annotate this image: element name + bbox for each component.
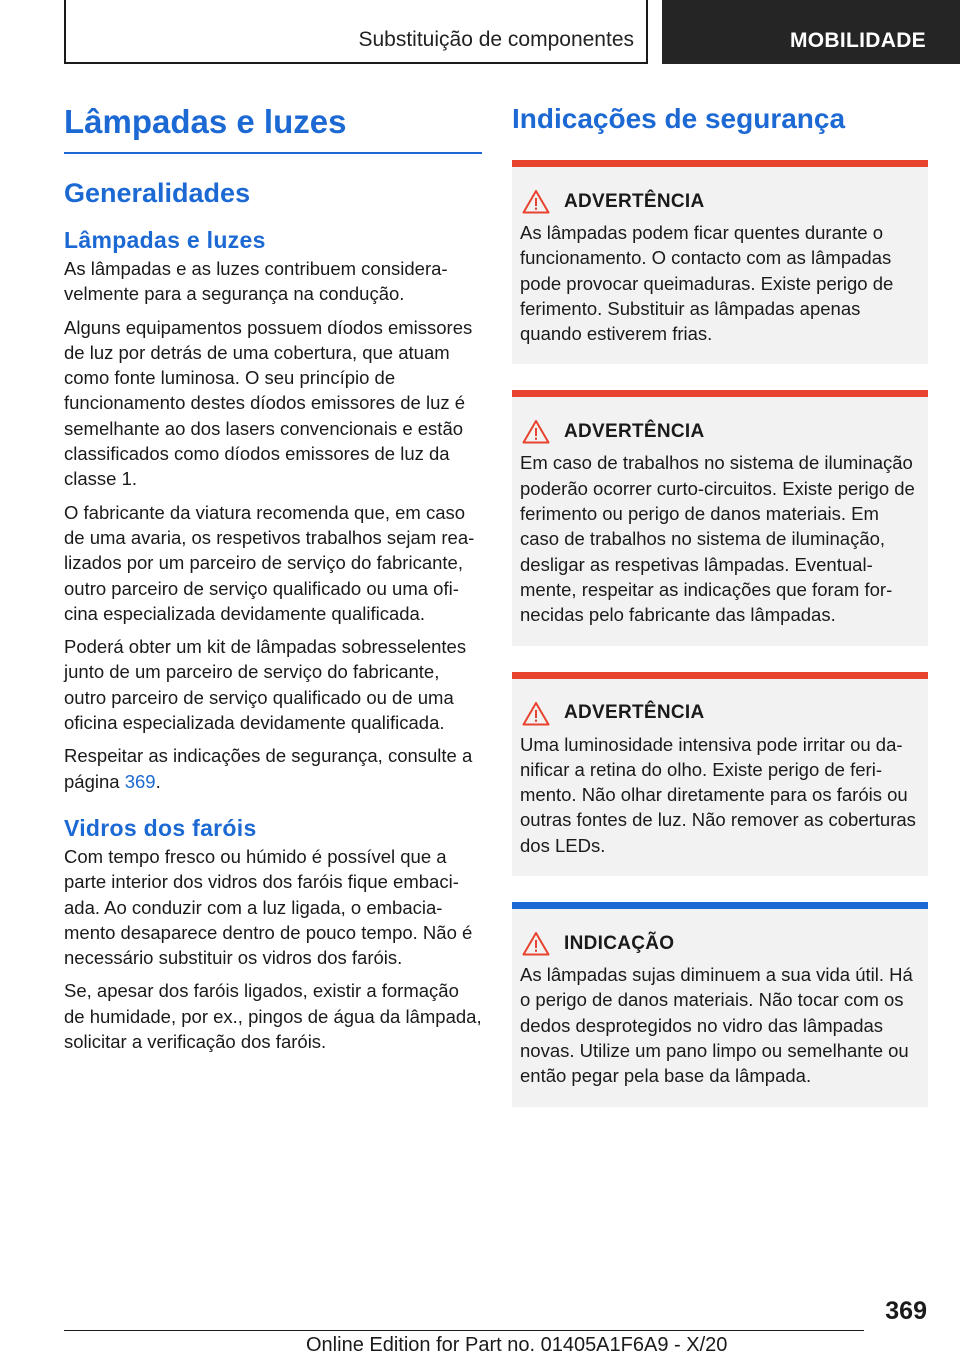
paragraph: Se, apesar dos faróis ligados, existir a formação de humidade, por ex., pingos de água da lâmpada, solicitar a verificação dos faróis.	[64, 980, 482, 1053]
paragraph: As lâmpadas e as luzes contribuem consideravelmente para a segurança na condução.	[64, 258, 448, 305]
warning-triangle-icon	[522, 419, 550, 444]
paragraph: O fabricante da viatura recomenda que, em caso de uma avaria, os respetivos trabalhos sejam realizados por um parceiro de serviço do fabricante, outro parceiro de serviço qualificado ou uma oficina especializada devidamente qualificada.	[64, 501, 475, 624]
notice-title: ADVERTÊNCIA	[564, 420, 705, 442]
note-box	[512, 902, 928, 1106]
subheading-lamps: Lâmpadas e luzes	[64, 227, 266, 253]
page-title: Lâmpadas e luzes	[64, 100, 482, 154]
notice-header	[522, 931, 922, 956]
header-chapter-box	[662, 0, 960, 64]
notice-text: Uma luminosidade intensiva pode irritar ou danificar a retina do olho. Existe perigo de ferimento. Não olhar diretamente para os faróis ou outras fontes de luz. Não remover as coberturas dos LEDs.	[520, 733, 916, 856]
notice-header	[522, 419, 922, 444]
notice-title: ADVERTÊNCIA	[564, 702, 705, 724]
safety-heading: Indicações de segurança	[512, 103, 846, 134]
notice-header	[522, 189, 922, 214]
subheading-headlight-glass: Vidros dos faróis	[64, 814, 257, 841]
paragraph: Com tempo fresco ou húmido é possível que a parte interior dos vidros dos faróis fique embaciada. Ao conduzir com a luz ligada, o embaciamento desaparece dentro de pouco tempo. Não é necessário substituir os vidros dos faróis.	[64, 845, 473, 969]
notice-header	[522, 701, 922, 726]
right-column	[512, 100, 928, 1107]
page-reference-link[interactable]: 369	[124, 770, 156, 792]
notice-text: As lâmpadas podem ficar quentes durante o funcionamento. O contacto com as lâmpadas pode provocar queimaduras. Existe perigo de ferimento. Substituir as lâmpadas apenas quando estiverem frias.	[520, 222, 894, 345]
paragraph: Alguns equipamentos possuem díodos emissores de luz por detrás de uma cobertura, que atuam como fonte luminosa. O seu princípio de funcionamento destes díodos emissores de luz é semelhante ao dos lasers convencionais e estão classificados como díodos emissores de luz da classe 1.	[64, 316, 473, 490]
notice-title: INDICAÇÃO	[564, 932, 675, 954]
notice-text: Em caso de trabalhos no sistema de iluminação poderão ocorrer curto-circuitos. Existe perigo de ferimento ou perigo de danos materiais. Em caso de trabalhos no sistema de iluminação, desligar as respetivas lâmpadas. Eventualmente, respeitar as indicações que foram fornecidas pelo fabricante das lâmpadas.	[520, 452, 915, 626]
section-heading: Generalidades	[64, 178, 251, 208]
page-number: 369	[885, 1297, 927, 1325]
footer-edition: Online Edition for Part no. 01405A1F6A9 - X/20	[306, 1334, 728, 1356]
paragraph: Poderá obter um kit de lâmpadas sobresselentes junto de um parceiro de serviço do fabricante, outro parceiro de serviço qualificado ou de uma oficina especializada devidamente qualificada.	[64, 636, 467, 734]
notice-title: ADVERTÊNCIA	[564, 190, 705, 212]
warning-box	[512, 672, 928, 876]
warning-box	[512, 160, 928, 364]
header-chapter-title: MOBILIDADE	[790, 29, 926, 52]
header-section-box	[64, 0, 648, 64]
footer-divider	[64, 1330, 864, 1331]
header-section-title: Substituição de componentes	[358, 28, 634, 51]
paragraph-page-reference	[64, 743, 482, 794]
warning-box	[512, 390, 928, 645]
reference-end: .	[155, 770, 161, 792]
warning-triangle-icon	[522, 931, 550, 956]
warning-triangle-icon	[522, 189, 550, 214]
reference-text: Respeitar as indicações de segurança, consulte a página	[64, 745, 473, 792]
warning-triangle-icon	[522, 701, 550, 726]
left-column	[64, 100, 482, 1062]
notice-text: As lâmpadas sujas diminuem a sua vida útil. Há o perigo de danos materiais. Não tocar com os dedos desprotegidos no vidro das lâmpadas novas. Utilize um pano limpo ou semelhante ou então pegar pela base da lâmpada.	[520, 964, 913, 1087]
